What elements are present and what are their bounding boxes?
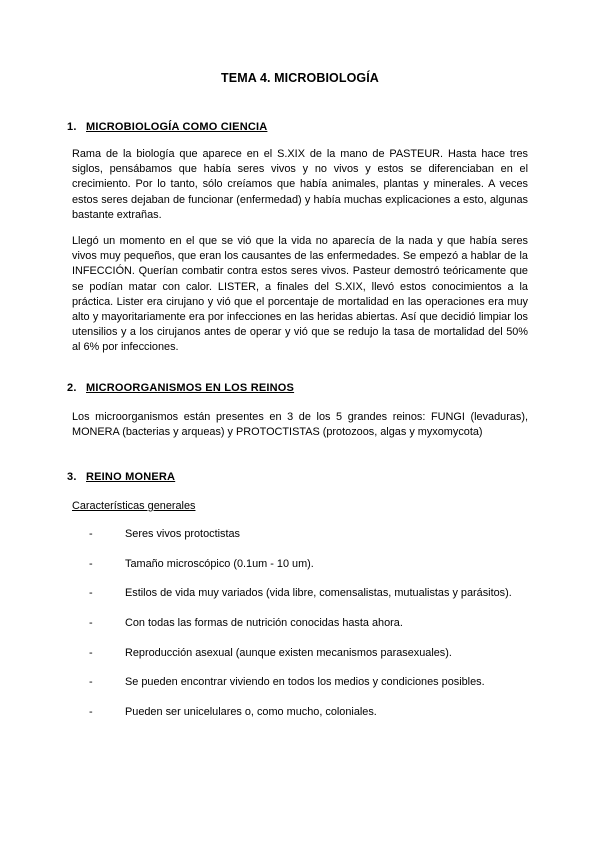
list-item-text: Estilos de vida muy variados (vida libre, comensalistas, mutualistas y parásitos). [125,587,512,600]
list-item [72,616,512,646]
section-title-2: MICROORGANISMOS EN LOS REINOS [86,382,295,394]
bullet-dash: - [89,646,93,659]
list-item-text: Pueden ser unicelulares o, como mucho, coloniales. [125,706,377,719]
section-number-1: 1. [67,121,77,133]
section-heading-1 [67,121,267,133]
list-item-text: Seres vivos protoctistas [125,528,241,540]
list-item [72,705,512,735]
list-item [72,586,512,616]
list-item-text: Con todas las formas de nutrición conocidas hasta ahora. [125,617,403,630]
document-title: TEMA 4. MICROBIOLOGÍA [221,71,379,85]
section-1-paragraph-2: Llegó un momento en el que se vió que la vida no aparecía de la nada y que había seres vivos muy pequeños, que eran los causantes de las enfermedades. Se empezó a hablar de la INFECCIÓN. Querían combatir contra estos seres vivos. Pasteur demostró teóricamente que se podían matar con calor. LISTER, a finales del S.XIX, llevó estos conocimientos a la práctica. Lister era cirujano y vió que el porcentaje de mortalidad en las operaciones era muy alto y mayoritariamente era por infecciones en las heridas abiertas. Así que decidió limpiar los utensilios y a los cirujanos antes de operar y vió que se redujo la tasa de mortalidad del 50% al 6% por infecciones. [72,235,528,354]
list-item-text: Se pueden encontrar viviendo en todos los medios y condiciones posibles. [125,676,485,689]
section-3-subheading: Características generales [72,500,196,512]
section-title-3: REINO MONERA [86,471,176,483]
section-title-1: MICROBIOLOGÍA COMO CIENCIA [86,121,268,133]
bullet-dash: - [89,557,93,570]
list-item [72,646,512,676]
list-item [72,557,512,587]
bullet-dash: - [89,587,93,600]
bullet-dash: - [89,676,93,689]
section-number-2: 2. [67,382,77,394]
section-heading-3 [67,471,175,483]
bullet-dash: - [89,706,93,719]
list-item-text: Tamaño microscópico (0.1um - 10 um). [125,557,314,570]
list-item [72,527,512,557]
characteristics-list [72,527,512,735]
list-item [72,675,512,705]
section-number-3: 3. [67,471,77,483]
section-1-paragraph-1: Rama de la biología que aparece en el S.XIX de la mano de PASTEUR. Hasta hace tres siglos, pensábamos que había seres vivos y no vivos y estos se diferenciaban en el crecimiento. Por lo tanto, sólo creíamos que había animales, plantas y minerales. A veces estos seres dejaban de funcionar (enfermedad) y había muchas explicaciones a esto, algunas bastante extrañas. [72,148,528,221]
section-2-paragraph-1: Los microorganismos están presentes en 3 de los 5 grandes reinos: FUNGI (levaduras), MONERA (bacterias y arqueas) y PROTOCTISTAS (protozoos, algas y myxomycota) [72,411,528,439]
list-item-text: Reproducción asexual (aunque existen mecanismos parasexuales). [125,646,452,659]
section-heading-2 [67,382,294,394]
bullet-dash: - [89,528,93,540]
bullet-dash: - [89,617,93,630]
